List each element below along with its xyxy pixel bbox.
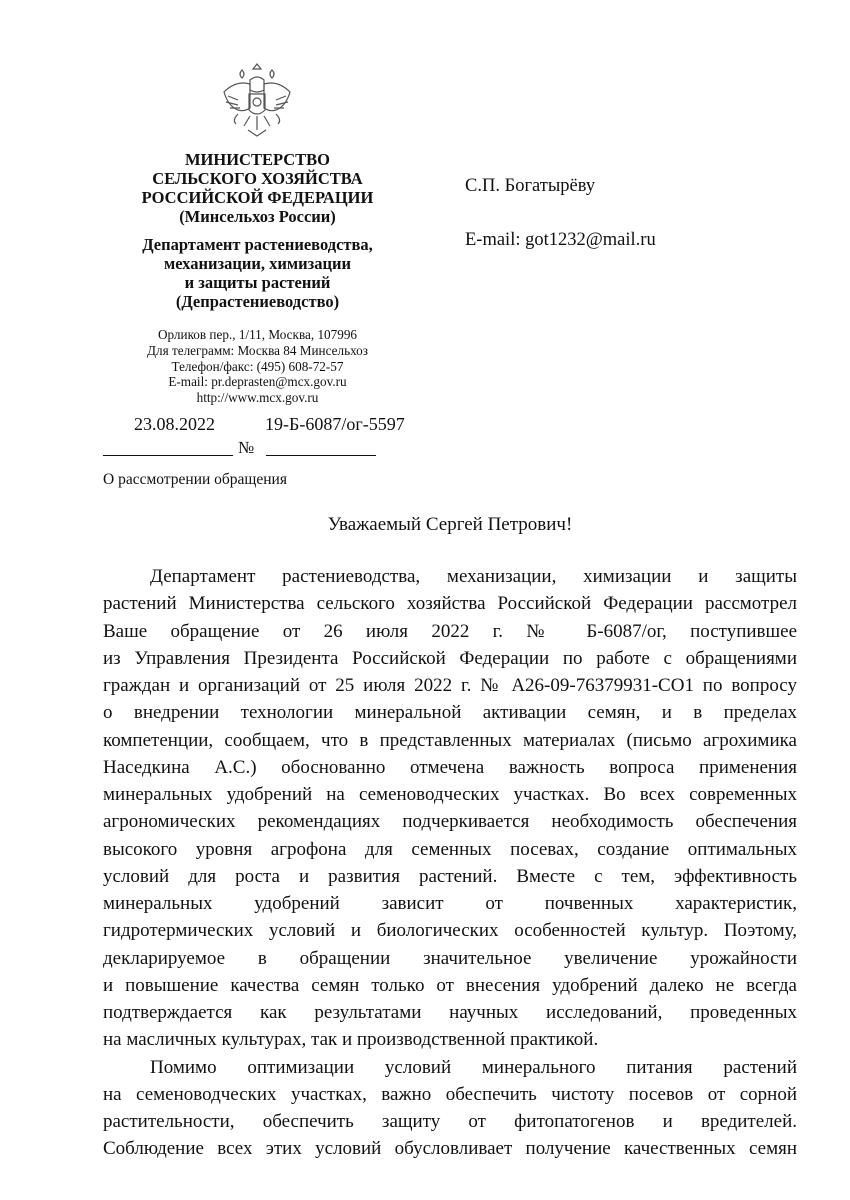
body-line: граждан и организаций от 25 июля 2022 г. № А26-09-76379931-СО1 по вопросу <box>103 675 797 696</box>
registration-number: 19-Б-6087/ог-5597 <box>265 414 405 434</box>
department-line: механизации, химизации <box>163 254 352 273</box>
number-sign: № <box>238 438 255 457</box>
ministry-email: E-mail: pr.deprasten@mcx.gov.ru <box>168 374 347 390</box>
body-line: Наседкина А.С.) обоснованно отмечена важность вопроса применения <box>103 756 797 778</box>
body-line: Помимо оптимизации условий минерального питания растений <box>150 1056 797 1078</box>
contact-block <box>100 327 415 406</box>
telegram: Для телеграмм: Москва 84 Минсельхоз <box>147 342 368 358</box>
body-line: на семеноводческих участках, важно обеспечить чистоту посевов от сорной <box>103 1083 797 1105</box>
body-line: и повышение качества семян только от внесения удобрений далеко не всегда <box>103 974 797 996</box>
salutation: Уважаемый Сергей Петрович! <box>327 514 573 535</box>
subject-line: О рассмотрении обращения <box>103 471 287 488</box>
recipient-name: С.П. Богатырёву <box>465 176 596 196</box>
ministry-name <box>100 150 415 226</box>
phone-fax: Телефон/факс: (495) 608-72-57 <box>171 358 344 374</box>
body-line: Ваше обращение от 26 июля 2022 г. № Б-6087/ог, поступившее <box>103 620 797 642</box>
body-line: гидротермических условий и биологических особенностей культур. Поэтому, <box>103 920 797 942</box>
body-line: высокого уровня агрофона для семенных посевах, создание оптимальных <box>103 838 797 860</box>
body-line: из Управления Президента Российской Федерации по работе с обращениями <box>103 647 797 669</box>
ministry-line: МИНИСТЕРСТВО <box>184 150 331 169</box>
body-line: на масличных культурах, так и производственной практикой. <box>103 1029 599 1051</box>
number-underline <box>266 455 376 456</box>
address: Орликов пер., 1/11, Москва, 107996 <box>157 327 358 342</box>
body-line: агрономических рекомендациях подчеркивается необходимость обеспечения <box>103 811 797 833</box>
body-line: растительности, обеспечить защиту от фитопатогенов и вредителей. <box>103 1111 797 1132</box>
body-line: декларируемое в обращении значительное увеличение урожайности <box>103 947 797 969</box>
body-line: растений Министерства сельского хозяйства Российской Федерации рассмотрел <box>103 593 797 615</box>
body-line: минеральных удобрений зависит от почвенных характеристик, <box>103 893 797 914</box>
body-line: минеральных удобрений на семеноводческих участках. Во всех современных <box>103 784 797 805</box>
coat-of-arms-emblem <box>220 60 294 142</box>
letter-date: 23.08.2022 <box>134 414 215 434</box>
body-line: подтверждается как результатами научных исследований, проведенных <box>103 1002 797 1023</box>
department-line: и защиты растений <box>184 273 331 292</box>
recipient-email: E-mail: got1232@mail.ru <box>465 230 656 250</box>
ministry-line: (Минсельхоз России) <box>179 207 336 226</box>
department-name <box>100 235 415 311</box>
body-line: о внедрении технологии минеральной активации семян, и в пределах <box>103 702 797 724</box>
body-line: условий для роста и развития растений. Вместе с тем, эффективность <box>103 865 797 887</box>
body-line: Департамент растениеводства, механизации, химизации и защиты <box>150 566 797 587</box>
ministry-line: РОССИЙСКОЙ ФЕДЕРАЦИИ <box>141 188 374 207</box>
ministry-line: СЕЛЬСКОГО ХОЗЯЙСТВА <box>152 169 363 188</box>
body-line: Соблюдение всех этих условий обусловливает получение качественных семян <box>103 1138 797 1160</box>
body-line: компетенции, сообщаем, что в представленных материалах (письмо агрохимика <box>103 729 797 751</box>
ministry-website: http://www.mcx.gov.ru <box>196 390 319 406</box>
department-line: Департамент растениеводства, <box>142 235 373 254</box>
department-line: (Депрастениеводство) <box>175 292 340 311</box>
date-underline <box>103 455 233 456</box>
